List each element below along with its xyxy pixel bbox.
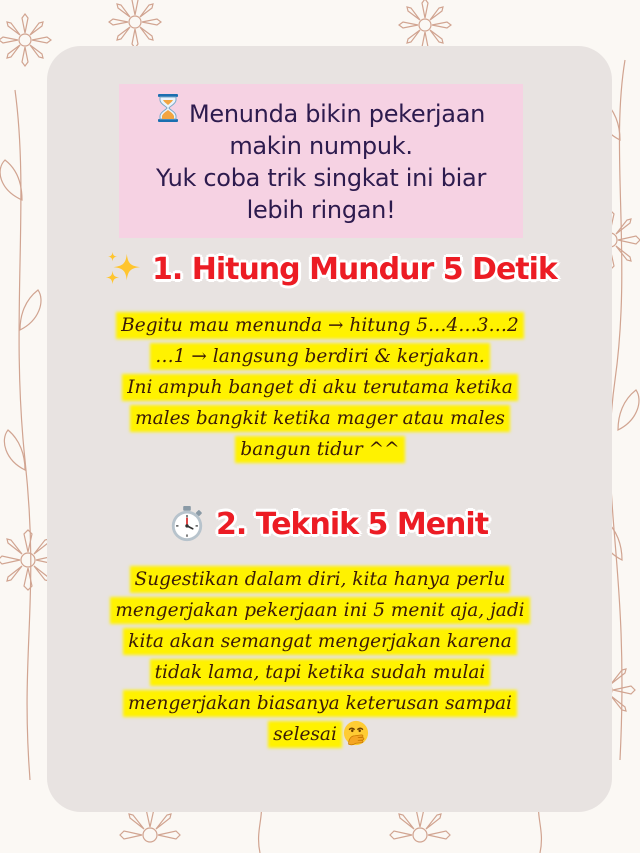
body-line: tidak lama, tapi ketika sudah mulai <box>154 662 486 683</box>
leaf-decoration <box>0 160 22 200</box>
section-heading <box>104 250 557 288</box>
leaf-decoration <box>4 430 25 470</box>
body-line: kita akan semangat mengerjakan karena <box>128 631 512 652</box>
body-line: males bangkit ketika mager atau males <box>135 408 505 429</box>
section-1-heading: 1. Hitung Mundur 5 Detik <box>152 251 557 287</box>
leaf-decoration <box>20 290 41 330</box>
body-line: Ini ampuh banget di aku terutama ketika <box>127 377 513 398</box>
body-line: …1 → langsung berdiri & kerjakan. <box>155 346 485 367</box>
leaf-decoration <box>618 390 639 430</box>
body-line: mengerjakan biasanya keterusan sampai <box>128 693 512 714</box>
body-line: Begitu mau menunda → hitung 5…4…3…2 <box>121 315 519 336</box>
stem-decoration <box>610 60 625 760</box>
body-line: mengerjakan pekerjaan ini 5 menit aja, jadi <box>115 600 525 621</box>
body-line: Sugestikan dalam diri, kita hanya perlu <box>134 569 506 590</box>
stopwatch-icon <box>168 505 206 543</box>
section-2-heading: 2. Teknik 5 Menit <box>216 506 489 542</box>
intro-line: Menunda bikin pekerjaan <box>119 94 523 130</box>
body-line: selesai <box>95 719 545 750</box>
body-line: bangun tidur ^^ <box>240 439 400 460</box>
daisy-decoration <box>0 14 51 66</box>
section-heading <box>168 505 488 543</box>
daisy-decoration <box>399 0 451 51</box>
intro-line: lebih ringan! <box>246 196 396 224</box>
face-with-hand-over-mouth-icon <box>343 720 369 746</box>
stem-decoration <box>15 90 31 780</box>
daisy-decoration <box>109 0 161 48</box>
intro-box <box>119 84 523 238</box>
section-1-body <box>90 310 550 465</box>
intro-line: Yuk coba trik singkat ini biar <box>155 164 487 192</box>
intro-line: makin numpuk. <box>229 132 413 160</box>
hourglass-icon <box>157 94 179 122</box>
section-2-body <box>95 564 545 750</box>
sparkles-icon <box>104 250 142 288</box>
